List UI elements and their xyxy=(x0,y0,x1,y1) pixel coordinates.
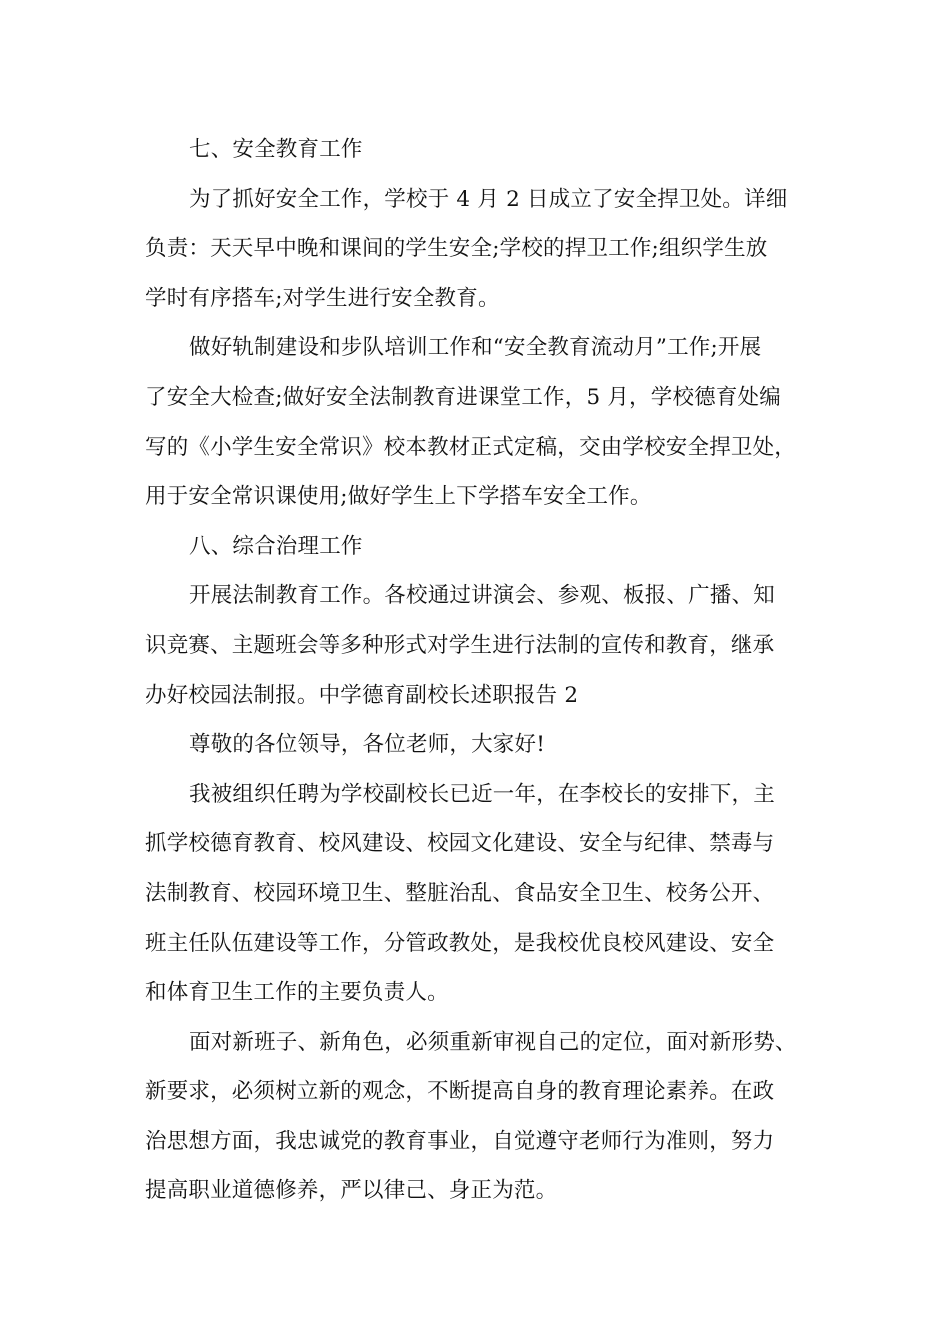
text-line: 班主任队伍建设等工作，分管政教处，是我校优良校风建设、安全 xyxy=(145,930,775,956)
text-line: 七、安全教育工作 xyxy=(189,137,363,162)
text-line: 负责：天天早中晚和课间的学生安全;学校的捍卫工作;组织学生放 xyxy=(145,236,768,262)
text-line: 和体育卫生工作的主要负责人。 xyxy=(145,980,449,1006)
text-line: 办好校园法制报。中学德育副校长述职报告 2 xyxy=(145,682,579,708)
text-line: 为了抓好安全工作，学校于 4 月 2 日成立了安全捍卫处。详细 xyxy=(189,186,788,212)
text-line: 做好轨制建设和步队培训工作和“安全教育流动月”工作;开展 xyxy=(189,335,762,361)
text-line: 学时有序搭车;对学生进行安全教育。 xyxy=(145,285,500,311)
text-line: 新要求，必须树立新的观念，不断提高自身的教育理论素养。在政 xyxy=(145,1079,775,1105)
text-line: 写的《小学生安全常识》校本教材正式定稿，交由学校安全捍卫处， xyxy=(145,434,797,460)
text-line: 面对新班子、新角色，必须重新审视自己的定位，面对新形势、 xyxy=(189,1029,797,1055)
text-line: 尊敬的各位领导，各位老师，大家好! xyxy=(189,732,546,758)
paragraph-self-reflection xyxy=(145,1018,825,1216)
paragraph-greeting xyxy=(145,720,825,770)
text-line: 我被组织任聘为学校副校长已近一年，在李校长的安排下，主 xyxy=(189,781,775,807)
text-line: 法制教育、校园环境卫生、整脏治乱、食品安全卫生、校务公开、 xyxy=(145,880,775,906)
paragraph-safety-office xyxy=(145,175,825,324)
paragraph-safety-measures xyxy=(145,323,825,521)
text-line: 识竞赛、主题班会等多种形式对学生进行法制的宣传和教育，继承 xyxy=(145,632,775,658)
text-line: 开展法制教育工作。各校通过讲演会、参观、板报、广播、知 xyxy=(189,583,775,609)
document-page xyxy=(145,125,825,1216)
paragraph-role-description xyxy=(145,770,825,1018)
paragraph-legal-education xyxy=(145,571,825,720)
section-heading-governance xyxy=(145,522,825,572)
text-line: 了安全大检查;做好安全法制教育进课堂工作，5 月，学校德育处编 xyxy=(145,384,781,410)
section-heading-safety xyxy=(145,125,825,175)
text-line: 用于安全常识课使用;做好学生上下学搭车安全工作。 xyxy=(145,484,652,510)
text-line: 八、综合治理工作 xyxy=(189,533,363,559)
text-line: 治思想方面，我忠诚党的教育事业，自觉遵守老师行为准则，努力 xyxy=(145,1128,775,1154)
text-line: 抓学校德育教育、校风建设、校园文化建设、安全与纪律、禁毒与 xyxy=(145,831,775,857)
text-line: 提高职业道德修养，严以律己、身正为范。 xyxy=(145,1178,558,1204)
